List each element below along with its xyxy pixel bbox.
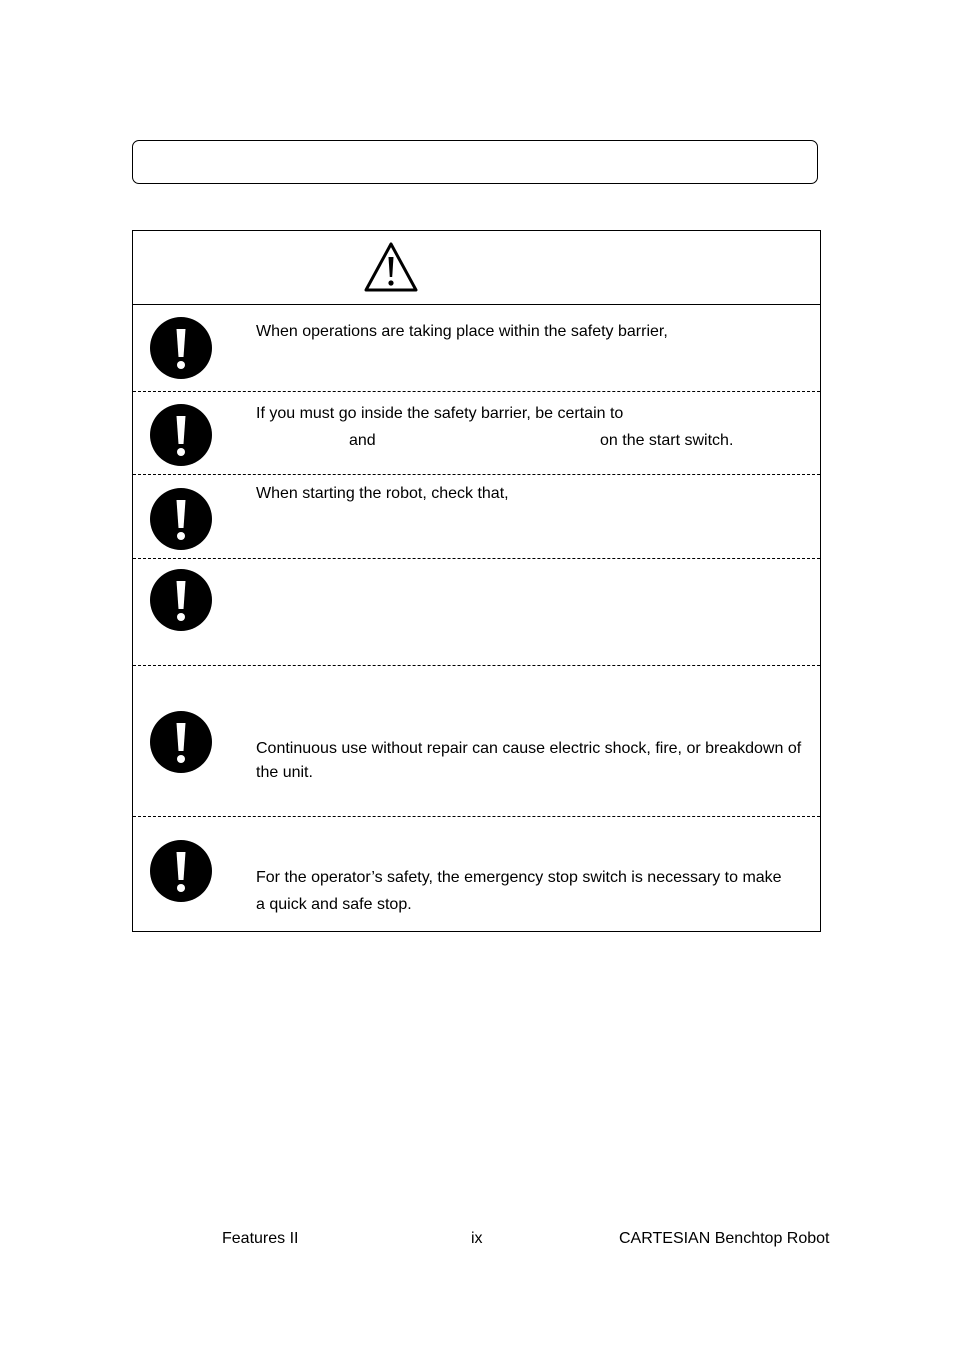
footer-left: Features II bbox=[222, 1230, 299, 1247]
row-text: When starting the robot, check that, bbox=[256, 485, 509, 502]
mandatory-exclamation-icon bbox=[149, 316, 213, 380]
mandatory-exclamation-icon bbox=[149, 487, 213, 551]
mandatory-exclamation-icon bbox=[149, 710, 213, 774]
safety-instructions-table bbox=[132, 230, 821, 932]
row-text-segment: and bbox=[349, 432, 376, 449]
table-header bbox=[133, 231, 820, 305]
row-text: When operations are taking place within the safety barrier, bbox=[256, 323, 668, 340]
row-text: If you must go inside the safety barrier, be certain to bbox=[256, 405, 624, 422]
footer-right: CARTESIAN Benchtop Robot bbox=[619, 1230, 830, 1247]
table-row bbox=[133, 392, 820, 475]
mandatory-exclamation-icon bbox=[149, 839, 213, 903]
row-text: a quick and safe stop. bbox=[256, 896, 412, 913]
table-row bbox=[133, 817, 820, 931]
footer-page-number: ix bbox=[471, 1230, 483, 1247]
table-row bbox=[133, 666, 820, 817]
row-text: For the operator’s safety, the emergency stop switch is necessary to make bbox=[256, 869, 782, 886]
section-title-box bbox=[132, 140, 818, 184]
warning-triangle-icon bbox=[363, 241, 419, 293]
table-row bbox=[133, 475, 820, 559]
row-text: Continuous use without repair can cause electric shock, fire, or breakdown of the unit. bbox=[256, 740, 802, 781]
table-row bbox=[133, 305, 820, 392]
mandatory-exclamation-icon bbox=[149, 568, 213, 632]
table-row bbox=[133, 559, 820, 666]
mandatory-exclamation-icon bbox=[149, 403, 213, 467]
row-text-segment: on the start switch. bbox=[600, 432, 734, 449]
